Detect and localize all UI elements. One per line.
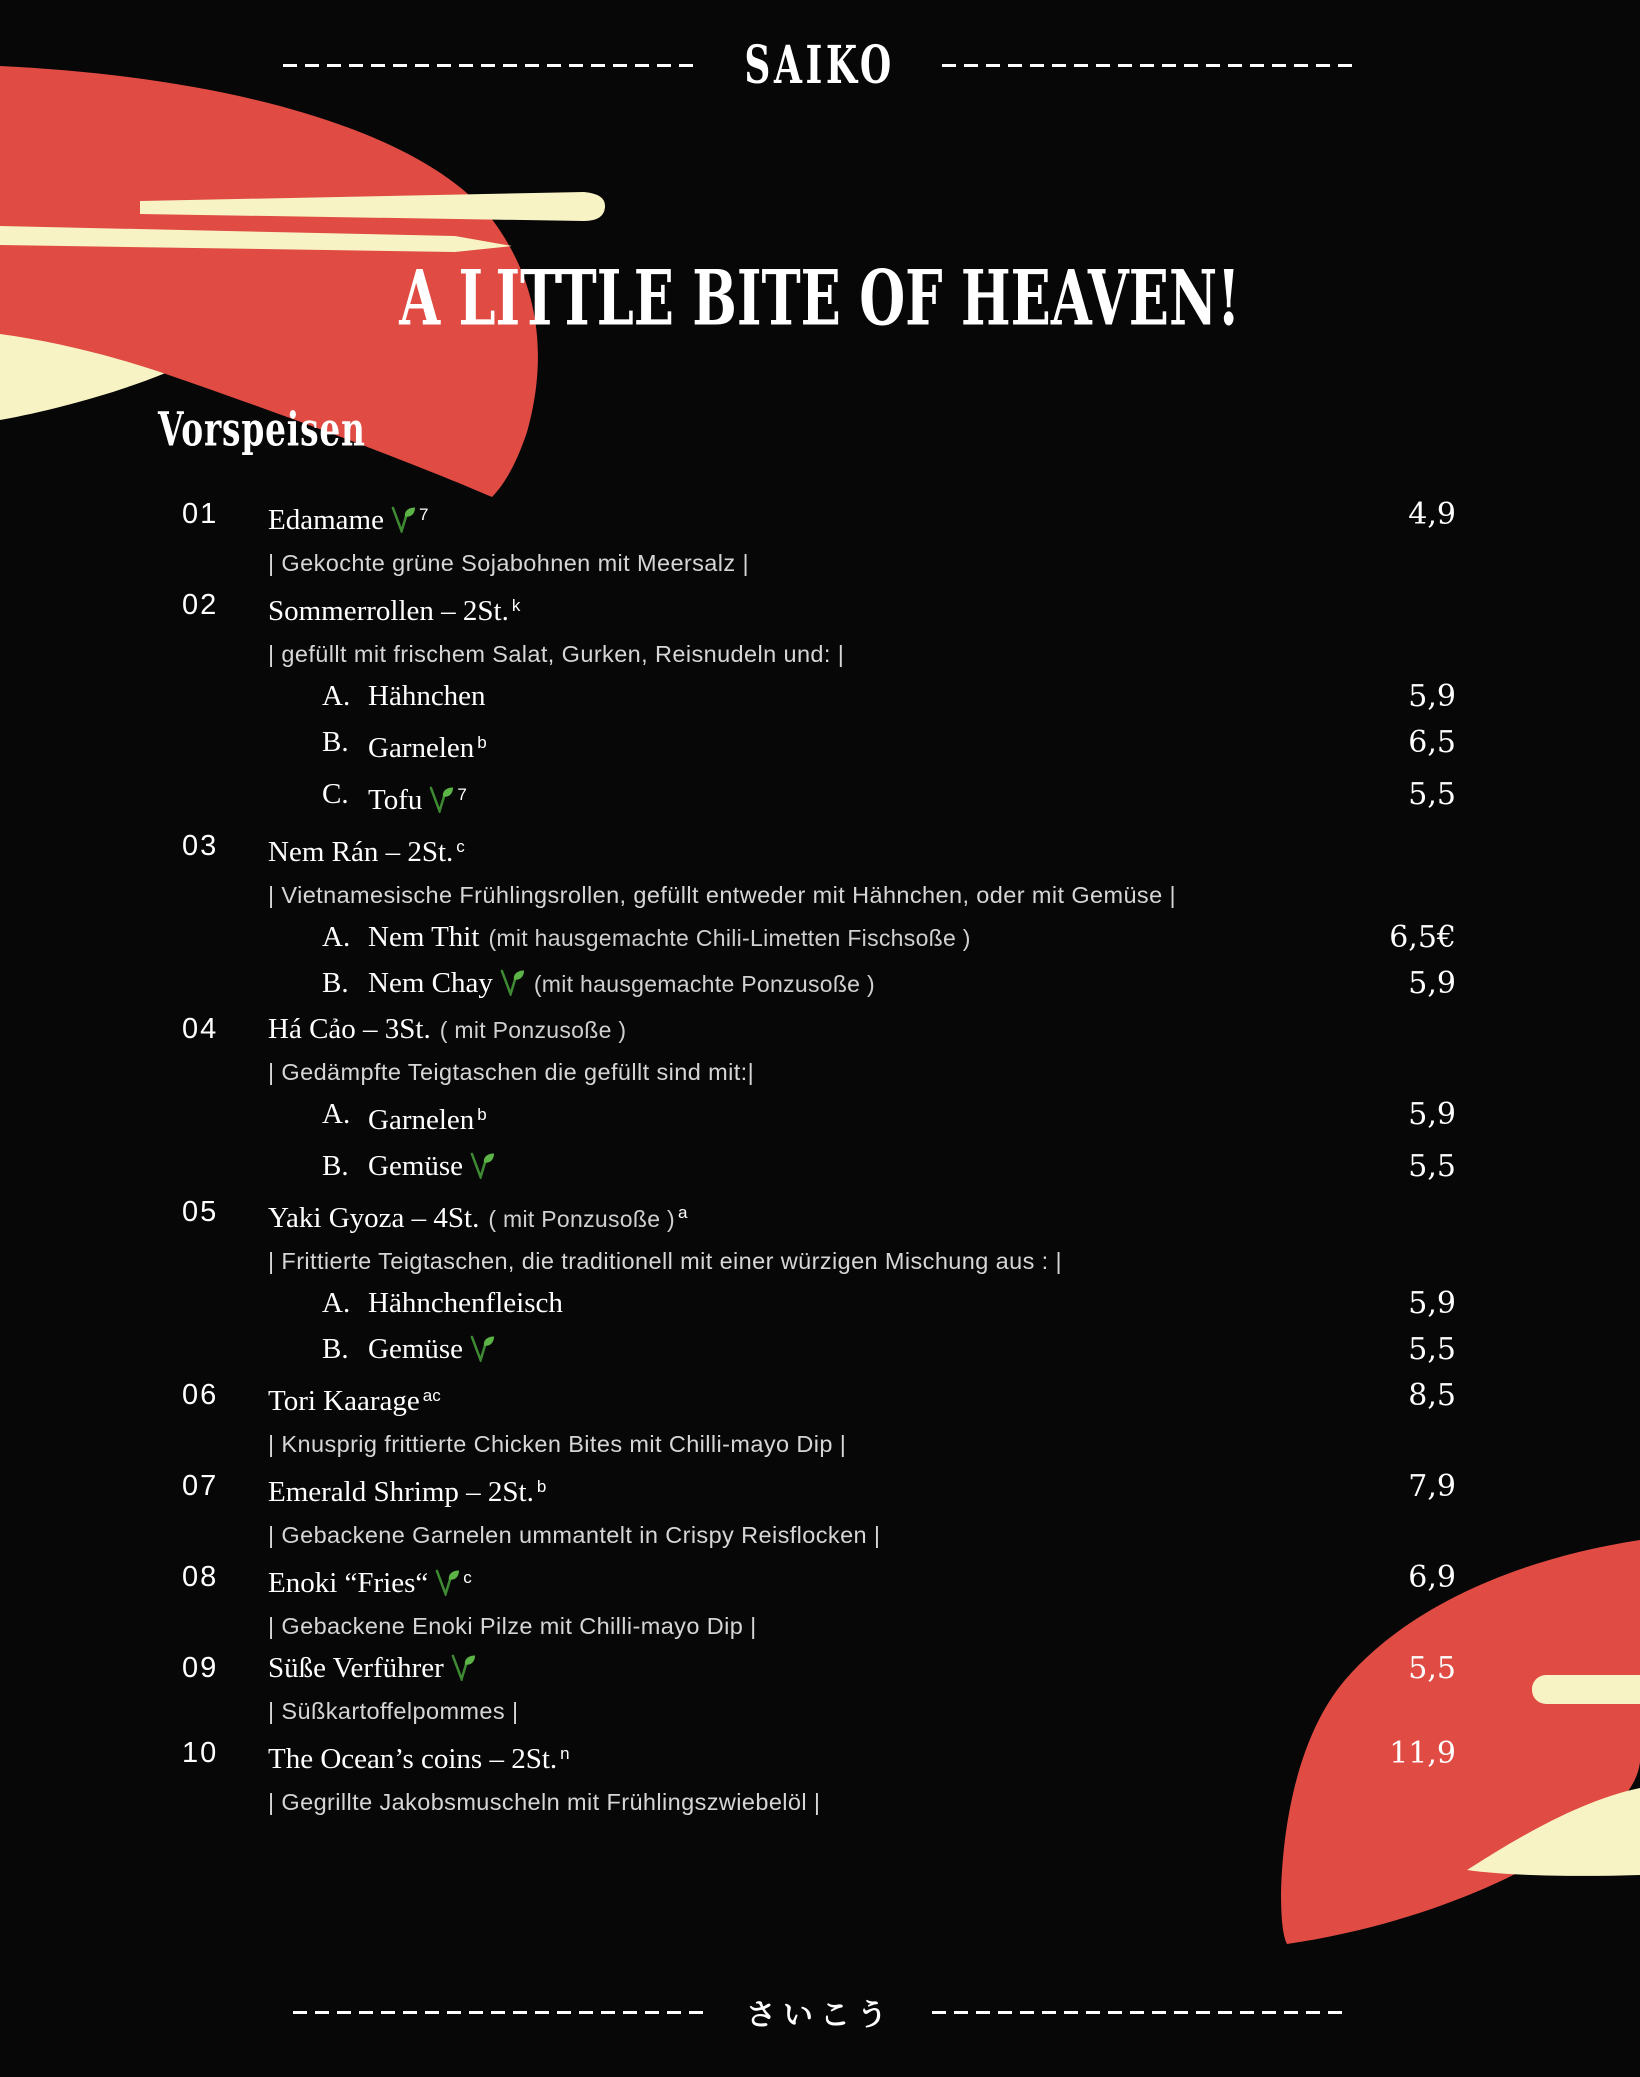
menu-subitem-row	[158, 1288, 1456, 1323]
item-name: Edamame	[268, 504, 384, 536]
footer-dash-right	[932, 2011, 1347, 2014]
chopstick-bottom-right	[1532, 1675, 1640, 1704]
menu-item-row	[158, 1380, 1456, 1421]
header	[0, 34, 1640, 97]
vegan-icon	[470, 1152, 495, 1179]
item-title	[268, 1014, 1344, 1049]
item-name: Gemüse	[368, 1333, 464, 1365]
item-description-row	[158, 1057, 1456, 1088]
item-number: 09	[182, 1652, 219, 1684]
footer-brand-japanese: さいこう	[746, 1998, 894, 2033]
item-title	[268, 590, 1344, 631]
subitem-price: 6,5€	[1389, 920, 1456, 955]
header-dash-right	[942, 64, 1357, 67]
item-description-row	[158, 1246, 1456, 1277]
item-footnote: n	[560, 1744, 570, 1763]
item-footnote: b	[536, 1477, 547, 1496]
item-title	[268, 499, 1344, 540]
subitem-price: 5,9	[1408, 1286, 1456, 1321]
item-title	[268, 1380, 1344, 1421]
item-note: (mit hausgemachte Ponzusoße )	[533, 971, 875, 997]
footer-dash-left	[293, 2011, 708, 2014]
subitem-title	[368, 727, 1344, 768]
item-title	[268, 1738, 1344, 1779]
item-title	[268, 1471, 1344, 1512]
menu-item-row	[158, 1197, 1456, 1238]
subitem-price: 5,5	[1408, 1332, 1456, 1367]
item-number: 03	[182, 830, 219, 862]
item-name: Gemüse	[368, 1150, 464, 1182]
item-number: 04	[182, 1013, 219, 1045]
menu-subitem-row	[158, 1151, 1456, 1186]
vegan-icon	[500, 969, 525, 996]
item-description-row	[158, 1787, 1456, 1818]
item-name: Sommerrollen – 2St.	[268, 595, 509, 627]
subitem-price: 5,5	[1408, 777, 1456, 812]
item-name: Tori Kaarage	[268, 1385, 420, 1417]
item-name: Garnelen	[368, 1104, 475, 1136]
item-description-row	[158, 1611, 1456, 1642]
menu-item-row	[158, 1562, 1456, 1603]
item-name: Nem Rán – 2St.	[268, 836, 454, 868]
subitem-price: 5,9	[1408, 1097, 1456, 1132]
item-name: Hähnchenfleisch	[368, 1287, 563, 1319]
subitem-letter: A.	[322, 1287, 351, 1319]
subitem-title	[368, 1288, 1344, 1323]
item-footnote: 7	[457, 785, 467, 804]
item-name: Yaki Gyoza – 4St.	[268, 1202, 480, 1234]
page-title-text: A LITTLE BITE OF HEAVEN!	[399, 253, 1241, 344]
item-description-row	[158, 1696, 1456, 1727]
item-footnote: c	[463, 1568, 472, 1587]
menu-item-row	[158, 831, 1456, 872]
item-price: 11,9	[1389, 1736, 1456, 1771]
item-description: | Knusprig frittierte Chicken Bites mit Chilli-mayo Dip |	[268, 1431, 847, 1457]
item-note-footnote: a	[677, 1203, 688, 1222]
item-description: | Gebackene Garnelen ummantelt in Crispy Reisflocken |	[268, 1522, 881, 1548]
item-name: Enoki “Fries“	[268, 1567, 429, 1599]
vegan-icon	[435, 1569, 460, 1596]
item-name: Nem Thit	[368, 921, 480, 953]
menu-item-row	[158, 1738, 1456, 1779]
menu-item-row	[158, 499, 1456, 540]
item-price: 5,5	[1408, 1651, 1456, 1686]
menu-list	[158, 499, 1456, 1829]
item-description: | Vietnamesische Frühlingsrollen, gefüllt entweder mit Hähnchen, oder mit Gemüse |	[268, 882, 1176, 908]
subitem-price: 6,5	[1408, 725, 1456, 760]
item-note: (mit hausgemachte Chili-Limetten Fischsoße )	[488, 925, 971, 951]
item-footnote: k	[511, 596, 521, 615]
subitem-price: 5,5	[1408, 1149, 1456, 1184]
subitem-title	[368, 1099, 1344, 1140]
item-number: 07	[182, 1470, 219, 1502]
vegan-icon	[470, 1335, 495, 1362]
menu-item-row	[158, 590, 1456, 631]
item-number: 02	[182, 589, 219, 621]
section-heading: Vorspeisen	[158, 402, 366, 458]
footer	[0, 1990, 1640, 2034]
item-name: Hähnchen	[368, 680, 486, 712]
item-note: ( mit Ponzusoße )	[439, 1017, 627, 1043]
subitem-price: 5,9	[1408, 966, 1456, 1001]
item-price: 4,9	[1408, 497, 1456, 532]
item-number: 05	[182, 1196, 219, 1228]
item-number: 08	[182, 1561, 219, 1593]
subitem-title	[368, 968, 1344, 1003]
item-description: | Gekochte grüne Sojabohnen mit Meersalz |	[268, 550, 749, 576]
item-number: 01	[182, 498, 219, 530]
vegan-icon	[451, 1654, 476, 1681]
item-name: Tofu	[368, 784, 423, 816]
subitem-title	[368, 779, 1344, 820]
menu-subitem-row	[158, 1334, 1456, 1369]
subitem-title	[368, 681, 1344, 716]
menu-subitem-row	[158, 922, 1456, 957]
item-description-row	[158, 1520, 1456, 1551]
item-footnote: b	[477, 733, 487, 752]
subitem-title	[368, 1151, 1344, 1186]
item-name: The Ocean’s coins – 2St.	[268, 1743, 558, 1775]
item-footnote: c	[456, 837, 465, 856]
item-footnote: b	[477, 1105, 487, 1124]
item-number: 10	[182, 1737, 219, 1769]
menu-subitem-row	[158, 727, 1456, 768]
item-price: 7,9	[1408, 1469, 1456, 1504]
item-price: 8,5	[1408, 1378, 1456, 1413]
item-footnote: 7	[418, 505, 429, 524]
menu-subitem-row	[158, 968, 1456, 1003]
item-name: Há Cảo – 3St.	[268, 1013, 431, 1045]
vegan-icon	[429, 786, 454, 813]
item-description: | Gegrillte Jakobsmuscheln mit Frühlingszwiebelöl |	[268, 1789, 821, 1815]
subitem-title	[368, 1334, 1344, 1369]
item-description: | Gedämpfte Teigtaschen die gefüllt sind mit:|	[268, 1059, 755, 1085]
menu-item-row	[158, 1014, 1456, 1049]
subitem-letter: B.	[322, 726, 349, 758]
menu-subitem-row	[158, 1099, 1456, 1140]
subitem-letter: B.	[322, 1333, 349, 1365]
menu-item-row	[158, 1471, 1456, 1512]
item-description-row	[158, 639, 1456, 670]
item-footnote: ac	[422, 1386, 441, 1405]
item-name: Garnelen	[368, 732, 475, 764]
item-title	[268, 1653, 1344, 1688]
item-name: Emerald Shrimp – 2St.	[268, 1476, 534, 1508]
item-description-row	[158, 1429, 1456, 1460]
item-description: | Frittierte Teigtaschen, die traditionell mit einer würzigen Mischung aus : |	[268, 1248, 1063, 1274]
item-description-row	[158, 880, 1456, 911]
item-price: 6,9	[1408, 1560, 1456, 1595]
subitem-letter: C.	[322, 778, 349, 810]
page-title	[0, 253, 1640, 344]
menu-subitem-row	[158, 681, 1456, 716]
subitem-letter: B.	[322, 1150, 349, 1182]
subitem-title	[368, 922, 1344, 957]
item-description: | Süßkartoffelpommes |	[268, 1698, 519, 1724]
subitem-letter: A.	[322, 1098, 351, 1130]
header-dash-left	[283, 64, 698, 67]
item-title	[268, 1562, 1344, 1603]
menu-item-row	[158, 1653, 1456, 1688]
item-description: | gefüllt mit frischem Salat, Gurken, Reisnudeln und: |	[268, 641, 845, 667]
item-note: ( mit Ponzusoße )	[488, 1206, 675, 1232]
vegan-icon	[391, 506, 416, 533]
item-title	[268, 1197, 1344, 1238]
subitem-letter: B.	[322, 967, 349, 999]
subitem-letter: A.	[322, 680, 351, 712]
brand-title: SAIKO	[744, 34, 896, 97]
item-name: Nem Chay	[368, 967, 493, 999]
item-description: | Gebackene Enoki Pilze mit Chilli-mayo Dip |	[268, 1613, 757, 1639]
item-title	[268, 831, 1344, 872]
item-description-row	[158, 548, 1456, 579]
subitem-letter: A.	[322, 921, 351, 953]
item-name: Süße Verführer	[268, 1652, 444, 1684]
item-number: 06	[182, 1379, 219, 1411]
subitem-price: 5,9	[1408, 679, 1456, 714]
menu-subitem-row	[158, 779, 1456, 820]
